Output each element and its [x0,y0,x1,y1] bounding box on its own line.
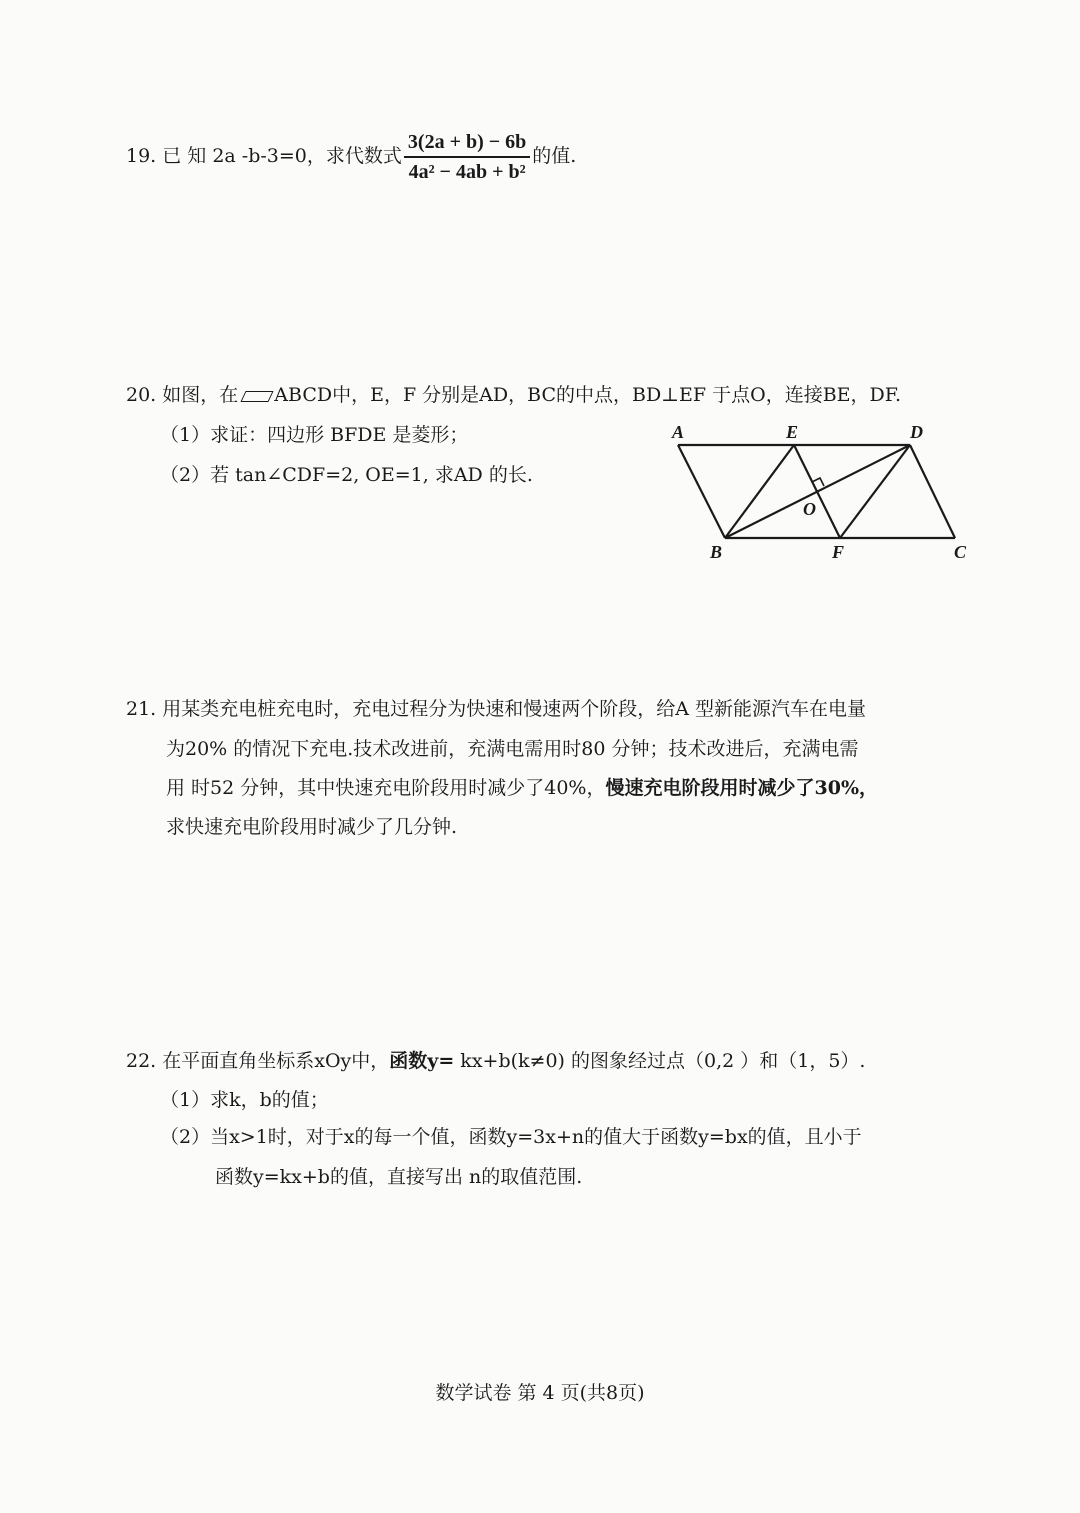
q21-line1: 用某类充电桩充电时，充电过程分为快速和慢速两个阶段，给A 型新能源汽车在电量 [162,698,867,720]
q21-line3b: 慢速充电阶段用时减少了30%， [605,777,878,799]
q20-part2: （2）若 tan∠CDF=2, OE=1, 求AD 的长. [160,464,533,486]
label-b: B [710,542,723,562]
q21-line4: 求快速充电阶段用时减少了几分钟. [166,816,458,838]
q21-line3 [166,776,878,800]
q22-line1b: 函数y= [389,1050,455,1072]
label-e: E [786,422,799,442]
label-a: A [672,422,685,442]
side-dc [910,445,955,538]
q19-number: 19. [126,145,157,167]
question-20-stem [126,383,901,407]
question-21-line1 [126,697,866,721]
label-d: D [910,422,923,442]
q22-part2-cont: 函数y=kx+b的值，直接写出 n的取值范围. [215,1166,583,1188]
q20-number: 20. [126,384,157,406]
q19-suffix: 的值. [532,145,577,167]
segment-df [840,445,910,538]
segment-be [725,445,794,538]
question-19 [126,130,576,184]
q20-line1-a: 如图，在 [162,384,239,406]
q21-number: 21. [126,698,157,720]
label-f: F [832,542,845,562]
label-c: C [954,542,967,562]
q22-line1c: kx+b(k≠0) 的图象经过点（0,2 ）和（1，5）. [454,1050,866,1072]
question-22-stem [126,1049,865,1073]
q20-part1: （1）求证：四边形 BFDE 是菱形； [160,424,469,446]
q22-line1a: 在平面直角坐标系xOy中， [162,1050,390,1072]
q22-part2: （2）当x>1时，对于x的每一个值，函数y=3x+n的值大于函数y=bx的值，且小于 [160,1126,862,1148]
parallelogram-symbol-icon [241,391,274,402]
diagonal-bd [725,445,910,538]
q19-fraction [404,130,530,184]
q21-line3a: 用 时52 分钟，其中快速充电阶段用时减少了40%， [166,777,606,799]
side-ab [678,445,725,538]
q19-denominator: 4a² − 4ab + b² [408,161,526,183]
q19-numerator: 3(2a + b) − 6b [404,130,530,158]
q21-line2: 为20% 的情况下充电.技术改进前，充满电需用时80 分钟；技术改进后，充满电需 [166,738,859,760]
q22-number: 22. [126,1050,157,1072]
parallelogram-figure [660,415,980,575]
q22-part1: （1）求k，b的值； [160,1089,329,1111]
q19-prefix: 已 知 2a -b-3=0，求代数式 [162,145,402,167]
page-footer: 数学试卷 第 4 页(共8页) [435,1382,645,1404]
q20-line1-b: ABCD中，E，F 分别是AD，BC的中点，BD⊥EF 于点O，连接BE，DF. [274,384,902,406]
label-o: O [803,499,816,519]
